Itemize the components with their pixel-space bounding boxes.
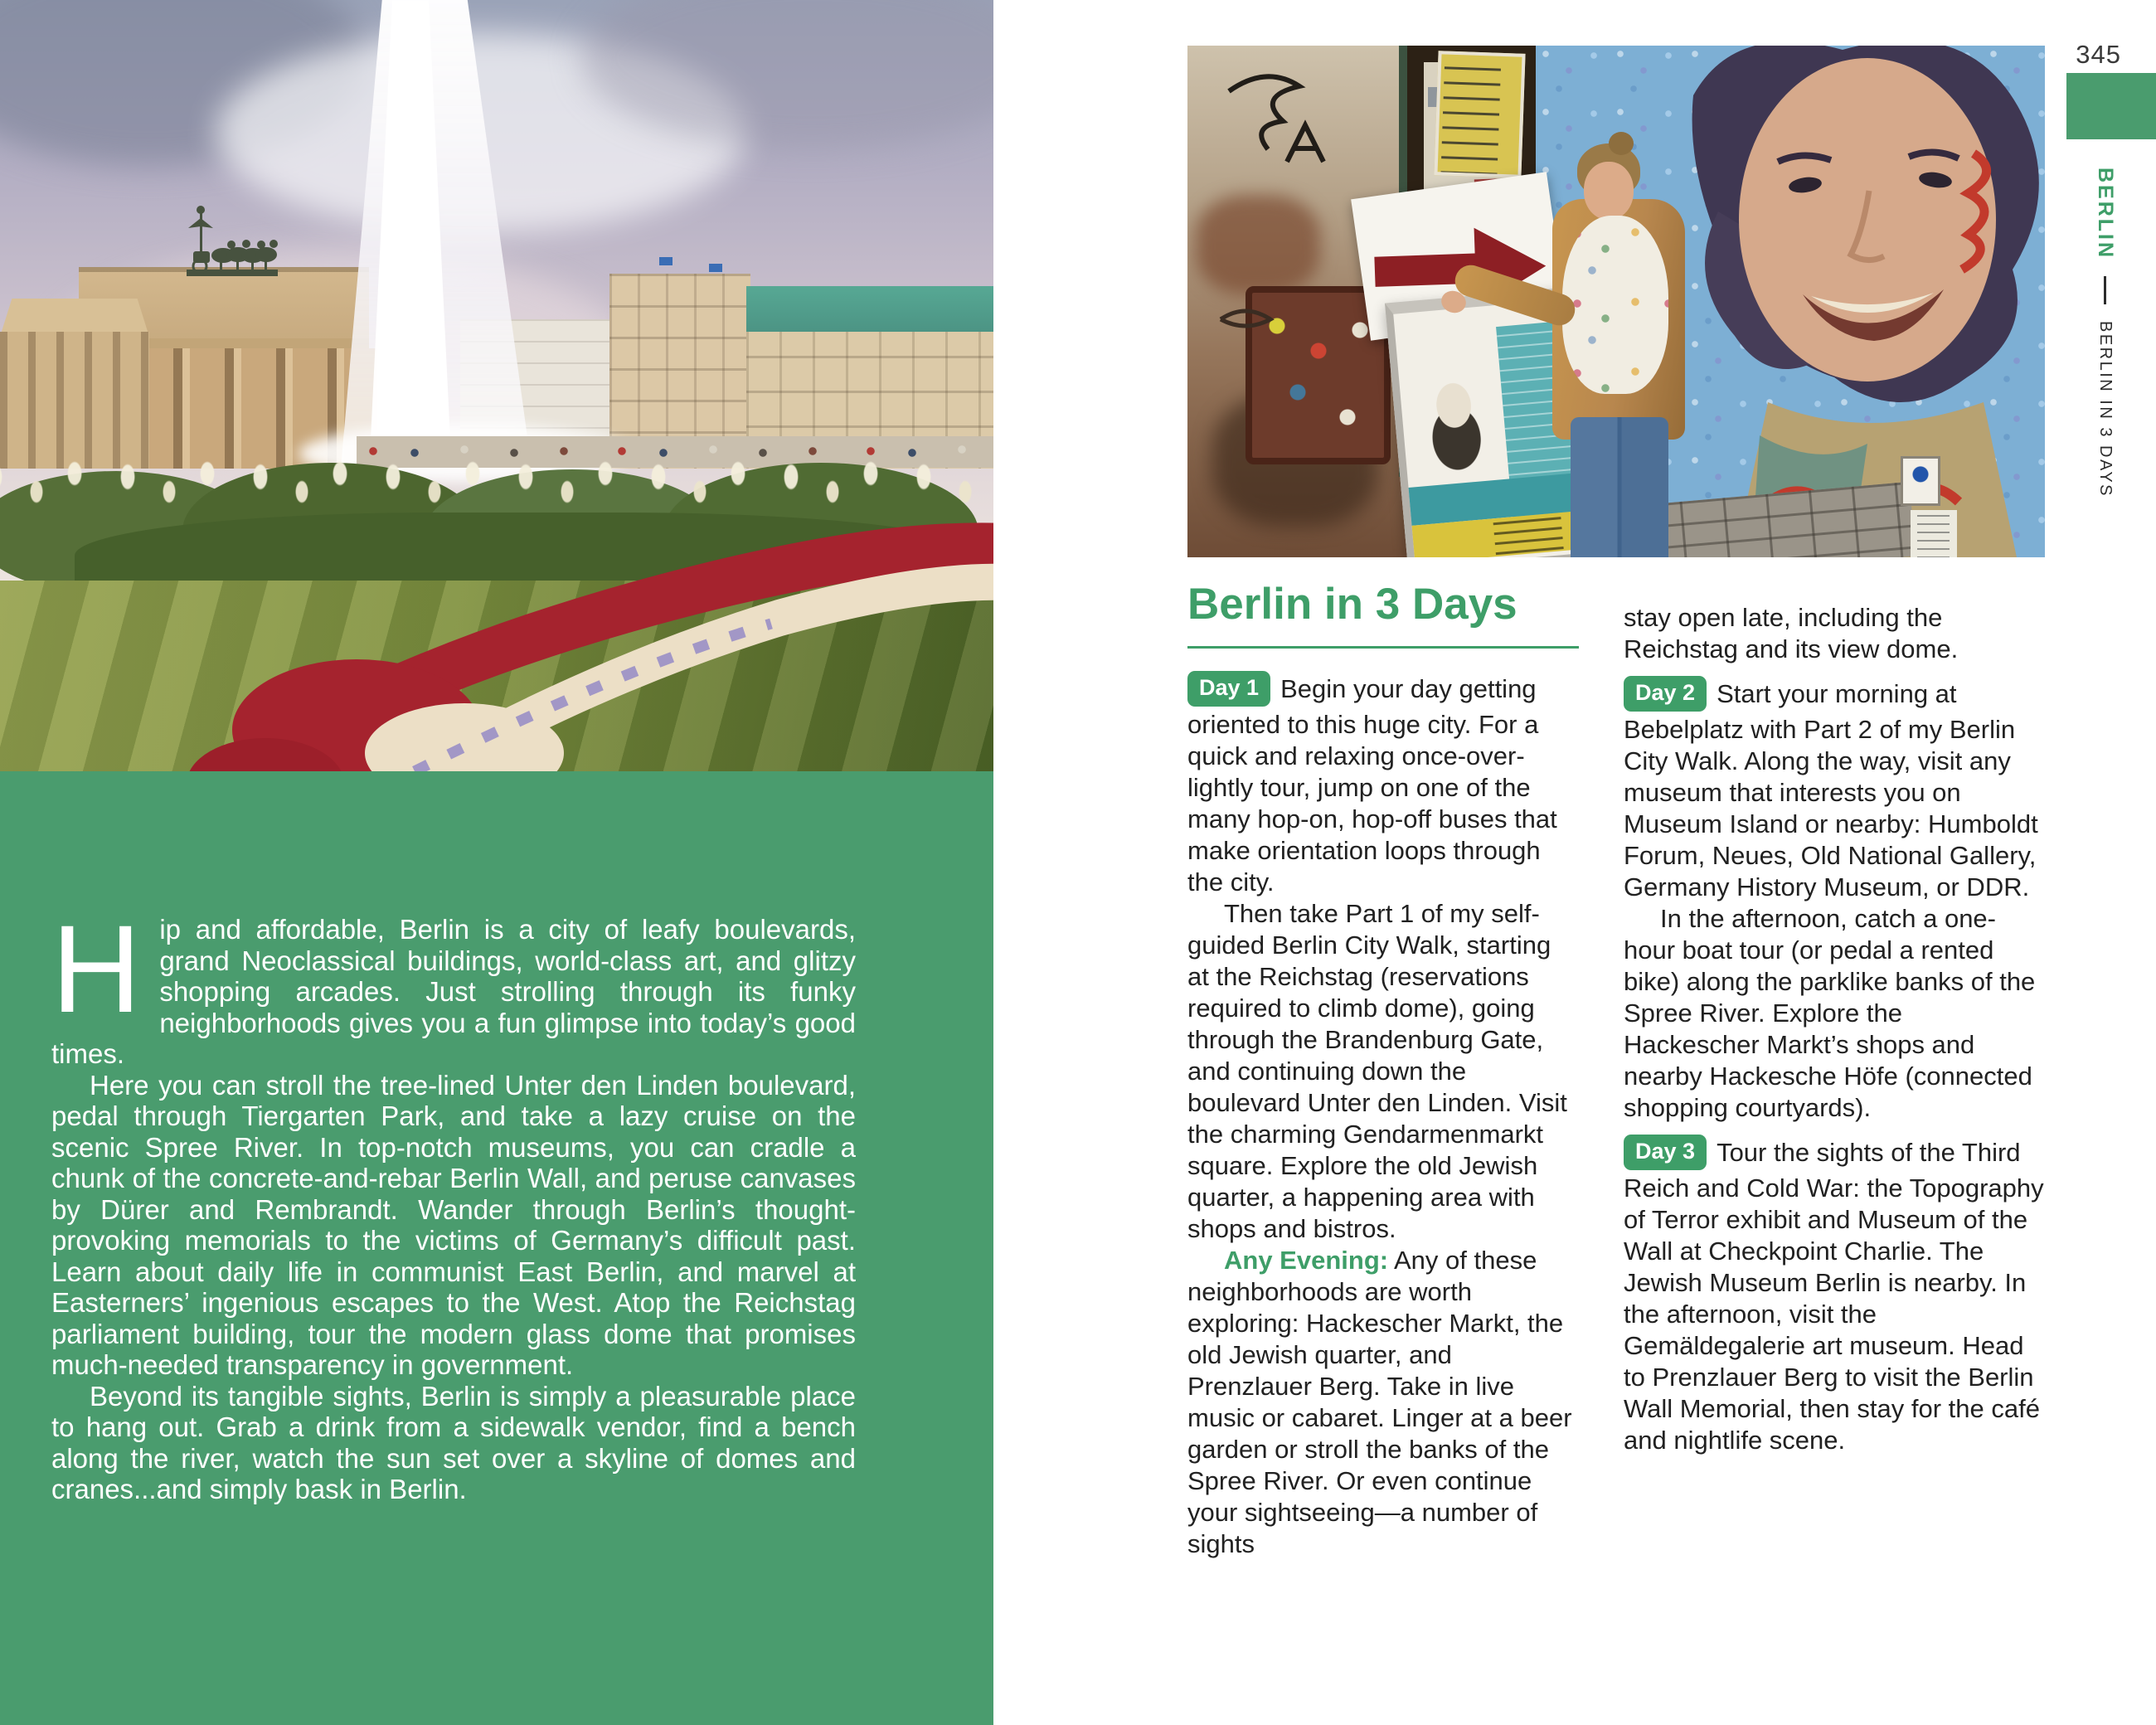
intro-text <box>51 899 856 1505</box>
day-2-paragraph <box>1624 678 2045 903</box>
anne-frank-mural-photo <box>1187 46 2045 557</box>
any-evening-lead: Any Evening: <box>1224 1246 1389 1275</box>
woman-hair-bun <box>1609 132 1634 155</box>
woman-jeans <box>1571 417 1668 557</box>
any-evening-text: Any of these neighborhoods are worth exploring: Hackescher Markt, the old Jewish quarter, and Prenzlauer Berg. Take in live music or cabaret. Linger at a beer garden or stroll the banks of the Spree River. Or even continue your sightseeing—a number of sights <box>1187 1246 1572 1558</box>
wheelchair-sign <box>1901 456 1940 506</box>
day-1-badge: Day 1 <box>1187 671 1270 707</box>
day-2-continued-paragraph: In the afternoon, catch a one-hour boat tour (or pedal a rented bike) along the parklike banks of the Spree River. Explore the Hackescher Markt’s shops and nearby Hackesche Höfe (connected shopping courtyards). <box>1624 904 2036 1122</box>
day-2-text: Start your morning at Bebelplatz with Part 2 of my Berlin City Walk. Along the way, visit any museum that interests you on Museum Island or nearby: Humboldt Forum, Neues, Old National Gallery, Germany History Museum, or DDR. <box>1624 679 2038 901</box>
woman-face <box>1584 162 1634 220</box>
intro-paragraph-1-text: ip and affordable, Berlin is a city of leafy boulevards, grand Neoclassical buildings, world-class art, and glitzy shopping arcades. Just strolling through its funky neighborhoods gives you a fun glimpse into today’s good times. <box>51 914 856 1069</box>
intro-paragraph-2: Here you can stroll the tree-lined Unter den Linden boulevard, pedal through Tiergarten Park, and take a lazy cruise on the scenic Spree River. In top-notch museums, you can cradle a chunk of the concrete-and-rebar Berlin Wall, and peruse canvases by Dürer and Rembrandt. Wander through Berlin’s thought-provoking memorials to the victims of Germany’s difficult past. Learn about daily life in communist East Berlin, and marvel at Easterners’ ingenious escapes to the West. Atop the Reichstag parliament building, tour the modern glass dome that promises much-needed transparency in government. <box>51 1069 856 1380</box>
drop-cap: H <box>51 899 142 1038</box>
heading-rule <box>1187 646 1579 649</box>
day-3-text: Tour the sights of the Third Reich and Cold War: the Topography of Terror exhibit and Museum of the Wall at Checkpoint Charlie. The Jewish Museum Berlin is nearby. In the afternoon, visit the Gemäldegalerie art museum. Head to Prenzlauer Berg to visit the Berlin Wall Memorial, then stay for the café and nightlife scene. <box>1624 1138 2044 1455</box>
day-1-continued-paragraph: Then take Part 1 of my self-guided Berlin City Walk, starting at the Reichstag (reservations required to climb dome), going through the Brandenburg Gate, and continuing down the boulevard Unter den Linden. Visit the charming Gendarmenmarkt square. Explore the old Jewish quarter, a happening area with shops and bistros. <box>1187 899 1567 1243</box>
day-3-paragraph <box>1624 1137 2045 1456</box>
flower-bed-ribbon <box>0 0 993 771</box>
article-column-left <box>1187 673 1579 1560</box>
chapter-tab <box>2093 168 2117 665</box>
paper-notice <box>1911 510 1957 557</box>
day-1-text: Begin your day getting oriented to this huge city. For a quick and relaxing once-over-lightly tour, jump on one of the many hop-on, hop-off buses that make orientation loops through the city. <box>1187 674 1557 897</box>
tab-separator <box>2104 276 2106 304</box>
intro-paragraph-3: Beyond its tangible sights, Berlin is simply a pleasurable place to hang out. Grab a drink from a sidewalk vendor, find a bench along the river, watch the sun set over a skyline of domes and cranes...and simply bask in Berlin. <box>51 1380 856 1504</box>
any-evening-paragraph <box>1187 1245 1579 1560</box>
day-1-paragraph <box>1187 673 1579 898</box>
intro-panel <box>0 771 993 1725</box>
brandenburg-gate-photo <box>0 0 993 771</box>
article-column-right <box>1624 602 2045 1456</box>
day-2-badge: Day 2 <box>1624 676 1707 712</box>
chapter-tab-label: BERLIN <box>2094 168 2117 260</box>
intro-paragraph-1 <box>51 899 856 1070</box>
woman-floral-scarf <box>1562 216 1668 394</box>
article-heading: Berlin in 3 Days <box>1187 580 1517 629</box>
page-number: 345 <box>2076 40 2121 69</box>
section-tab-label: BERLIN IN 3 DAYS <box>2096 321 2115 498</box>
chapter-tab-block <box>2066 73 2156 139</box>
column-continuation-paragraph: stay open late, including the Reichstag and its view dome. <box>1624 603 1959 663</box>
day-3-badge: Day 3 <box>1624 1135 1707 1170</box>
